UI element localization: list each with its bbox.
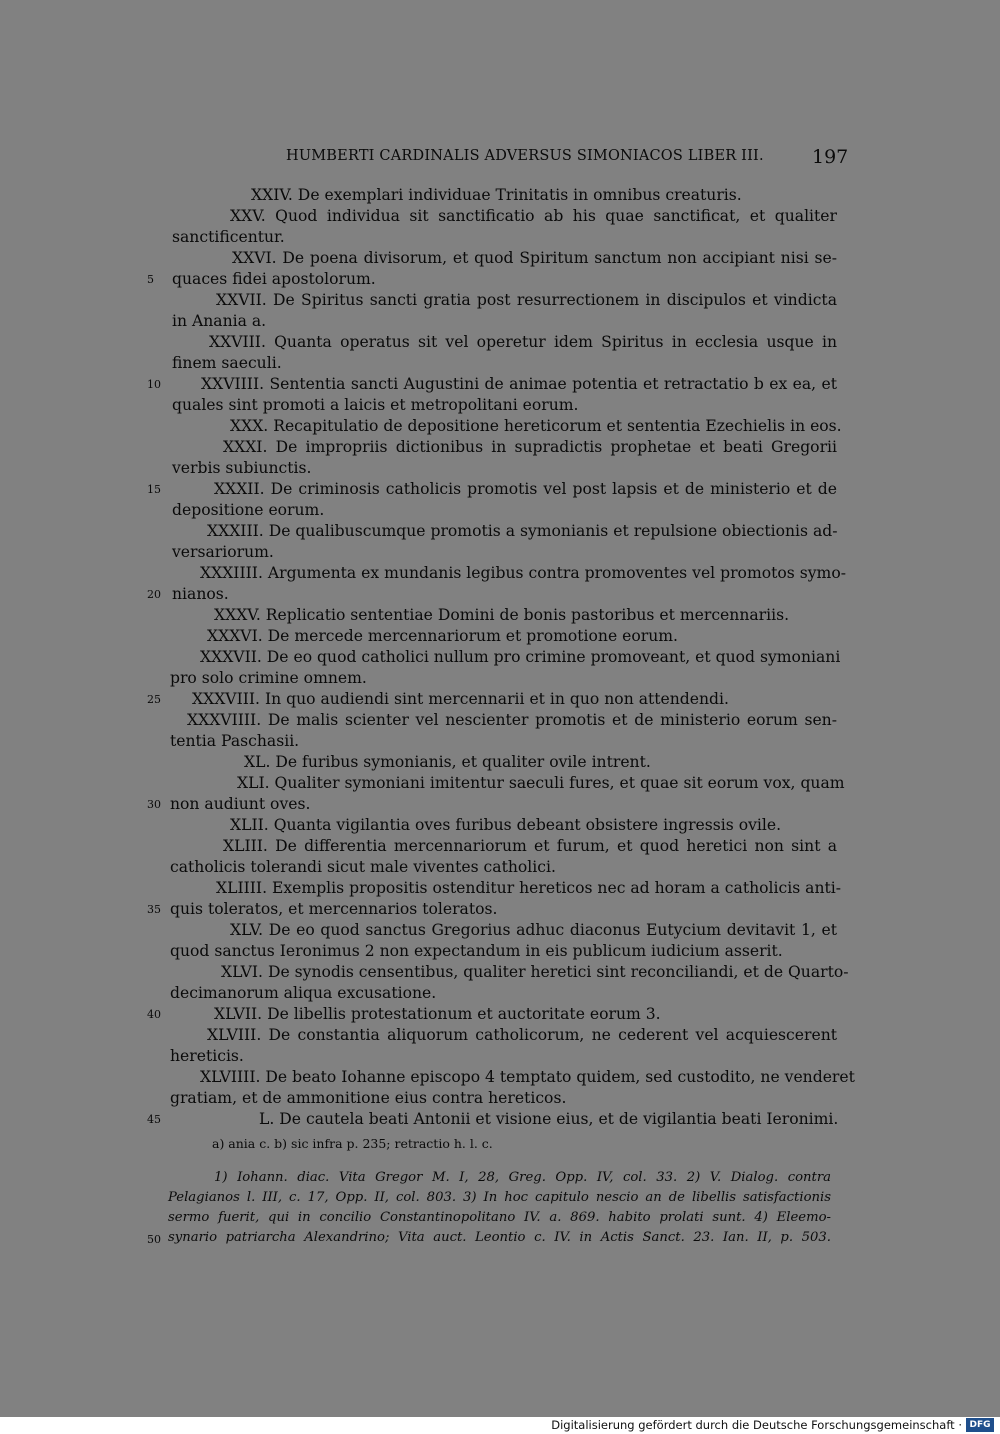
text-line: quales sint promoti a laicis et metropolitani eorum. xyxy=(172,396,579,414)
text-line: XXXIIII. Argumenta ex mundanis legibus contra promoventes vel promotos symo- xyxy=(200,564,846,582)
line-number: 20 xyxy=(147,588,161,601)
text-line: XLVIII. De constantia aliquorum catholicorum, ne cederent vel acquiescerent xyxy=(207,1026,837,1044)
line-number: 35 xyxy=(147,903,161,916)
line-number: 45 xyxy=(147,1113,161,1126)
text-line: XLIII. De differentia mercennariorum et furum, et quod heretici non sint a xyxy=(223,837,837,855)
text-line: L. De cautela beati Antonii et visione eius, et de vigilantia beati Ieronimi. xyxy=(259,1110,839,1128)
text-line: XLIIII. Exemplis propositis ostenditur hereticos nec ad horam a catholicis anti- xyxy=(216,879,842,897)
running-title: HUMBERTI CARDINALIS ADVERSUS SIMONIACOS LIBER III. xyxy=(286,148,764,164)
text-line: XLV. De eo quod sanctus Gregorius adhuc diaconus Eutycium devitavit 1, et xyxy=(230,921,837,939)
text-line: XXXVIIII. De malis scienter vel nescienter promotis et de ministerio eorum sen- xyxy=(187,711,837,729)
text-line: XXIV. De exemplari individuae Trinitatis in omnibus creaturis. xyxy=(251,186,742,204)
text-line: XXV. Quod individua sit sanctificatio ab his quae sanctificat, et qualiter xyxy=(230,207,837,225)
text-line: decimanorum aliqua excusatione. xyxy=(170,984,437,1002)
line-number: 15 xyxy=(147,483,161,496)
text-line: depositione eorum. xyxy=(172,501,325,519)
funding-credit: Digitalisierung gefördert durch die Deutsche Forschungsgemeinschaft · xyxy=(551,1418,962,1432)
text-line: XXX. Recapitulatio de depositione hereticorum et sententia Ezechielis in eos. xyxy=(230,417,842,435)
text-line: quaces fidei apostolorum. xyxy=(172,270,376,288)
text-line: XXVII. De Spiritus sancti gratia post resurrectionem in discipulos et vindicta xyxy=(216,291,837,309)
text-line: XXXI. De impropriis dictionibus in supradictis prophetae et beati Gregorii xyxy=(223,438,837,456)
text-line: XLVI. De synodis censentibus, qualiter heretici sint reconciliandi, et de Quarto- xyxy=(221,963,849,981)
text-line: XXVIIII. Sententia sancti Augustini de animae potentia et retractatio b ex ea, et xyxy=(201,375,837,393)
text-line: non audiunt oves. xyxy=(170,795,311,813)
text-line: quod sanctus Ieronimus 2 non expectandum in eis publicum iudicium asserit. xyxy=(170,942,783,960)
text-line: XXXIII. De qualibuscumque promotis a symonianis et repulsione obiectionis ad- xyxy=(207,522,838,540)
footnote-line: Pelagianos l. III, c. 17, Opp. II, col. 803. 3) In hoc capitulo nescio an de libellis satisfactionis xyxy=(168,1190,831,1205)
text-line: XLI. Qualiter symoniani imitentur saeculi fures, et quae sit eorum vox, quam xyxy=(237,774,845,792)
text-line: XXXVI. De mercede mercennariorum et promotione eorum. xyxy=(207,627,678,645)
line-number: 5 xyxy=(147,273,154,286)
text-line: nianos. xyxy=(172,585,229,603)
text-line: XL. De furibus symonianis, et qualiter ovile intrent. xyxy=(244,753,651,771)
line-number: 50 xyxy=(147,1233,161,1246)
line-number: 40 xyxy=(147,1008,161,1021)
footnote-line: 1) Iohann. diac. Vita Gregor M. I, 28, Greg. Opp. IV, col. 33. 2) V. Dialog. contra xyxy=(214,1170,831,1185)
text-line: XXVIII. Quanta operatus sit vel operetur idem Spiritus in ecclesia usque in xyxy=(209,333,837,351)
text-line: XXXII. De criminosis catholicis promotis vel post lapsis et de ministerio et de xyxy=(214,480,837,498)
text-line: tentia Paschasii. xyxy=(170,732,300,750)
text-line: versariorum. xyxy=(172,543,274,561)
text-line: XXXV. Replicatio sententiae Domini de bonis pastoribus et mercennariis. xyxy=(214,606,790,624)
footer-bar xyxy=(0,1417,1000,1434)
text-line: quis toleratos, et mercennarios toleratos. xyxy=(170,900,498,918)
text-line: XXVI. De poena divisorum, et quod Spiritum sanctum non accipiant nisi se- xyxy=(232,249,837,267)
line-number: 10 xyxy=(147,378,161,391)
text-line: verbis subiunctis. xyxy=(172,459,312,477)
text-line: finem saeculi. xyxy=(172,354,282,372)
text-line: gratiam, et de ammonitione eius contra hereticos. xyxy=(170,1089,567,1107)
text-line: catholicis tolerandi sicut male viventes catholici. xyxy=(170,858,556,876)
dfg-logo: DFG xyxy=(966,1418,994,1432)
text-line: hereticis. xyxy=(170,1047,244,1065)
text-line: XLVII. De libellis protestationum et auctoritate eorum 3. xyxy=(214,1005,661,1023)
page-number: 197 xyxy=(812,146,849,168)
text-line: XLII. Quanta vigilantia oves furibus debeant obsistere ingressis ovile. xyxy=(230,816,782,834)
page-header xyxy=(0,148,1000,168)
text-line: in Anania a. xyxy=(172,312,267,330)
text-line: pro solo crimine omnem. xyxy=(170,669,367,687)
text-line: XLVIIII. De beato Iohanne episcopo 4 temptato quidem, sed custodito, ne venderet xyxy=(200,1068,855,1086)
critical-apparatus: a) ania c. b) sic infra p. 235; retractio h. l. c. xyxy=(212,1136,493,1151)
text-line: XXXVIII. In quo audiendi sint mercennarii et in quo non attendendi. xyxy=(192,690,729,708)
footnote-line: sermo fuerit, qui in concilio Constantinopolitano IV. a. 869. habito prolati sunt. 4) Eleemo- xyxy=(168,1210,831,1225)
line-number: 30 xyxy=(147,798,161,811)
text-line: XXXVII. De eo quod catholici nullum pro crimine promoveant, et quod symoniani xyxy=(200,648,841,666)
footnote-line: synario patriarcha Alexandrino; Vita auct. Leontio c. IV. in Actis Sanct. 23. Ian. II, p. 503. xyxy=(168,1230,831,1245)
line-number: 25 xyxy=(147,693,161,706)
text-line: sanctificentur. xyxy=(172,228,285,246)
